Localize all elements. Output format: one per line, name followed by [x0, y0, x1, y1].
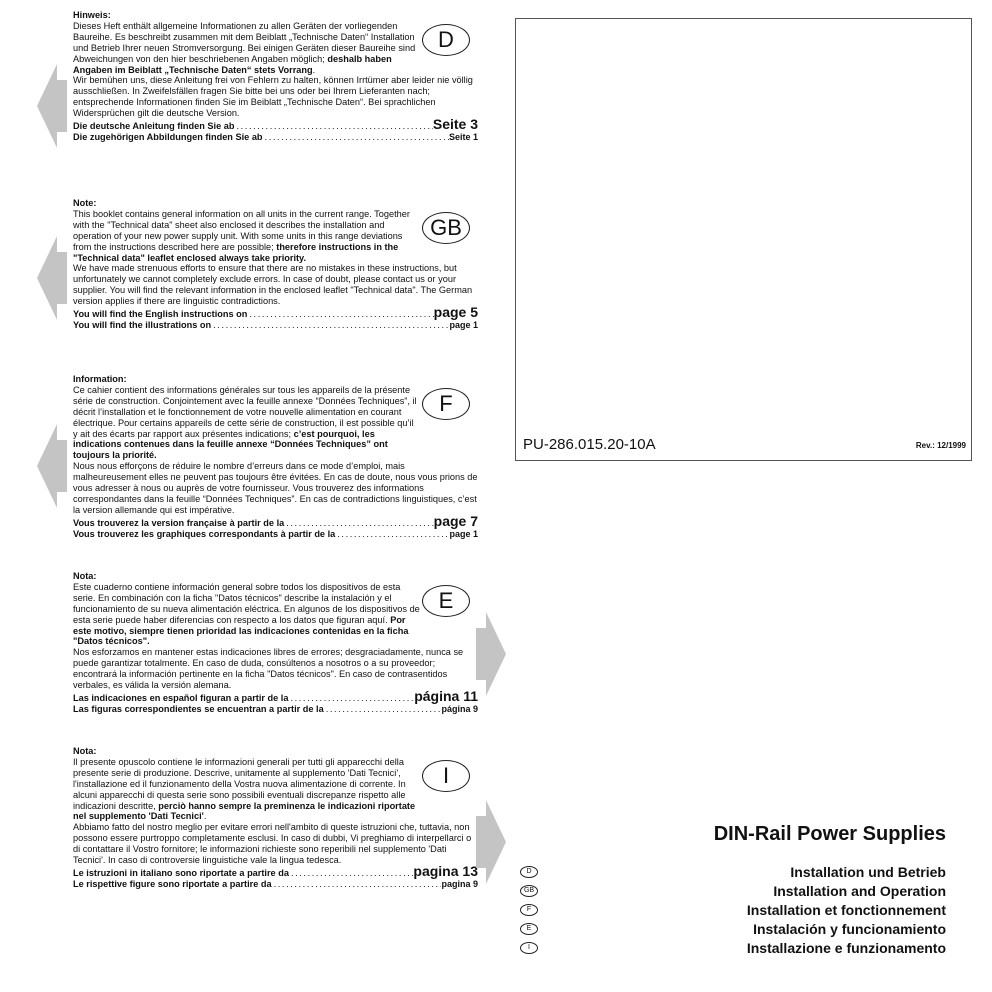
instructions-page-ref: You will find the English instructions on ..... page 5 [73, 307, 478, 320]
arrow-right-icon [476, 612, 506, 696]
note-body: This booklet contains general information on all units in the current range. Together with the "Technical data" sheet also enclosed it describes the installation and operation of your new power supply unit. With some units in this range deviations from the instructions described here are possible; therefore instructions in the "Technical data" leaflet enclosed always take priority. [73, 208, 410, 263]
arrow-left-icon [37, 424, 67, 508]
revision-label: Rev.: 12/1999 [915, 441, 966, 450]
subtitle-text: Installazione e funzionamento [746, 939, 946, 956]
subtitle-row [520, 862, 946, 881]
illustrations-page-ref: Vous trouverez les graphiques correspondants à partir de la ..... page 1 [73, 529, 478, 540]
language-mini-badge: D [520, 866, 538, 878]
instructions-page-ref: Vous trouverez la version française à partir de la ..... page 7 [73, 516, 478, 529]
arrow-left-icon [37, 64, 67, 148]
arrow-left-icon [37, 236, 67, 320]
subtitle-text: Installation und Betrieb [790, 863, 946, 880]
illustrations-page-ref: Le rispettive figure sono riportate a partire da ..... pagina 9 [73, 879, 478, 890]
note-body-extra: Wir bemühen uns, diese Anleitung frei von Fehlern zu halten, können Irrtümer aber leider nie völlig ausschließen. In Zweifelsfällen fragen Sie bitte bei uns oder bei Ihrem Lieferanten nach; entsprechende Informationen finden Sie im Beiblatt „Technische Daten“. Bei sprachlichen Widersprüchen gilt die deutsche Version. [73, 75, 473, 119]
subtitle-list [520, 862, 946, 957]
illustrations-page-ref: Die zugehörigen Abbildungen finden Sie ab ..... Seite 1 [73, 132, 478, 143]
lang-block-fr [73, 374, 478, 540]
subtitle-text: Installation and Operation [773, 882, 946, 899]
language-badge-fr: F [422, 388, 470, 420]
subtitle-text: Installation et fonctionnement [746, 901, 946, 918]
language-badge-de: D [422, 24, 470, 56]
note-body: Dieses Heft enthält allgemeine Informationen zu allen Geräten der vorliegenden Baureihe. Es beschreibt zusammen mit dem Beiblatt „Technische Daten“ Installation und Betrieb Ihrer neuen Stromversorgung. Bei einigen Geräten dieser Baureihe sind Abweichungen von den hier beschriebenen Angaben möglich; deshalb haben Angaben im Beiblatt „Technische Daten“ stets Vorrang. [73, 20, 416, 75]
instructions-page-ref: Die deutsche Anleitung finden Sie ab ..... Seite 3 [73, 119, 478, 132]
language-badge-gb: GB [422, 212, 470, 244]
illustrations-page-ref: Las figuras correspondientes se encuentran a partir de la ..... página 9 [73, 704, 478, 715]
note-heading: Nota: [73, 571, 97, 581]
lang-block-it [73, 746, 478, 890]
subtitle-row [520, 881, 946, 900]
instructions-page-ref: Las indicaciones en español figuran a partir de la ..... página 11 [73, 691, 478, 704]
language-mini-badge: I [520, 942, 538, 954]
language-mini-badge: GB [520, 885, 538, 897]
lang-block-es [73, 571, 478, 715]
note-body-extra: Abbiamo fatto del nostro meglio per evitare errori nell'ambito di queste istruzioni che, tuttavia, non possono essere purtroppo completamente esclusi. In caso di dubbi, Vi preghiamo di interpellarci o di contattare il Vostro fornitore; le informazioni richieste sono reperibili nel supplemento 'Dati Tecnici'. In caso di controversie linguistiche vale la lingua tedesca. [73, 822, 472, 866]
lang-block-gb [73, 198, 478, 331]
language-mini-badge: E [520, 923, 538, 935]
image-frame [515, 18, 972, 461]
note-heading: Information: [73, 374, 127, 384]
note-body: Il presente opuscolo contiene le informazioni generali per tutti gli apparecchi della presente serie di produzione. Descrive, unitamente al supplemento 'Dati Tecnici', l'installazione ed il funzionamento della Vostra nuova alimentazione di corrente. In alcuni apparecchi di questa serie sono possibili eventuali discrepanze rispetto alle indicazioni descritte, perciò hanno sempre la preminenza le indicazioni riportate nel supplemento 'Dati Tecnici'. [73, 756, 416, 822]
note-body: Este cuaderno contiene información general sobre todos los dispositivos de esta serie. En combinación con la ficha "Datos técnicos" describe la instalación y el funcionamiento de su nueva alimentación eléctrica. En algunos de los dispositivos de esta serie puede haber diferencias con respecto a los datos que figuran aquí. Por este motivo, siempre tienen prioridad las indicaciones contenidas en la ficha "Datos técnicos". [73, 581, 420, 647]
note-body-extra: Nous nous efforçons de réduire le nombre d’erreurs dans ce mode d’emploi, mais malheureusement elles ne peuvent pas toujours être évitées. En cas de doute, nous vous prions de vous adresser à nous ou auprès de votre fournisseur. Vous trouverez des informations correspondantes dans la feuille “Données Techniques”. En cas de contradictions linguistiques, c’est la version allemande qui est impérative. [73, 461, 478, 515]
note-heading: Hinweis: [73, 10, 111, 20]
note-heading: Nota: [73, 746, 97, 756]
language-badge-it: I [422, 760, 470, 792]
note-body-extra: We have made strenuous efforts to ensure that there are no mistakes in these instructions, but unfortunately we cannot completely exclude errors. In case of doubt, please contact us or your supplier. You will find the relevant information in the enclosed leaflet "Technical data". The German version applies if there are linguistic contradictions. [73, 263, 473, 307]
subtitle-text: Instalación y funcionamiento [753, 920, 946, 937]
document-number: PU-286.015.20-10A [523, 436, 656, 453]
lang-block-de [73, 10, 478, 143]
subtitle-row [520, 900, 946, 919]
language-mini-badge: F [520, 904, 538, 916]
language-badge-es: E [422, 585, 470, 617]
arrow-right-icon [476, 800, 506, 884]
document-title: DIN-Rail Power Supplies [713, 823, 946, 845]
subtitle-row [520, 938, 946, 957]
note-body: Ce cahier contient des informations générales sur tous les appareils de la présente série de construction. Conjointement avec la feuille annexe “Données Techniques”, il décrit l’installation et le fonctionnement de votre nouvelle alimentation en courant électrique. Pour certains appareils de cette série de construction, il est possible qu’il y ait des écarts par rapport aux présentes indications; c’est pourquoi, les indications contenues dans la feuille annexe “Données Techniques” ont toujours la priorité. [73, 384, 417, 461]
illustrations-page-ref: You will find the illustrations on ..... page 1 [73, 320, 478, 331]
note-heading: Note: [73, 198, 97, 208]
instructions-page-ref: Le istruzioni in italiano sono riportate a partire da ..... pagina 13 [73, 866, 478, 879]
subtitle-row [520, 919, 946, 938]
note-body-extra: Nos esforzamos en mantener estas indicaciones libres de errores; desgraciadamente, nunca se puede garantizar totalmente. En caso de duda, consúltenos a nosotros o a su proveedor; encontrará la información pertinente en la ficha "Datos técnicos". En caso de contrasentidos verbales, es válida la versión alemana. [73, 647, 464, 691]
